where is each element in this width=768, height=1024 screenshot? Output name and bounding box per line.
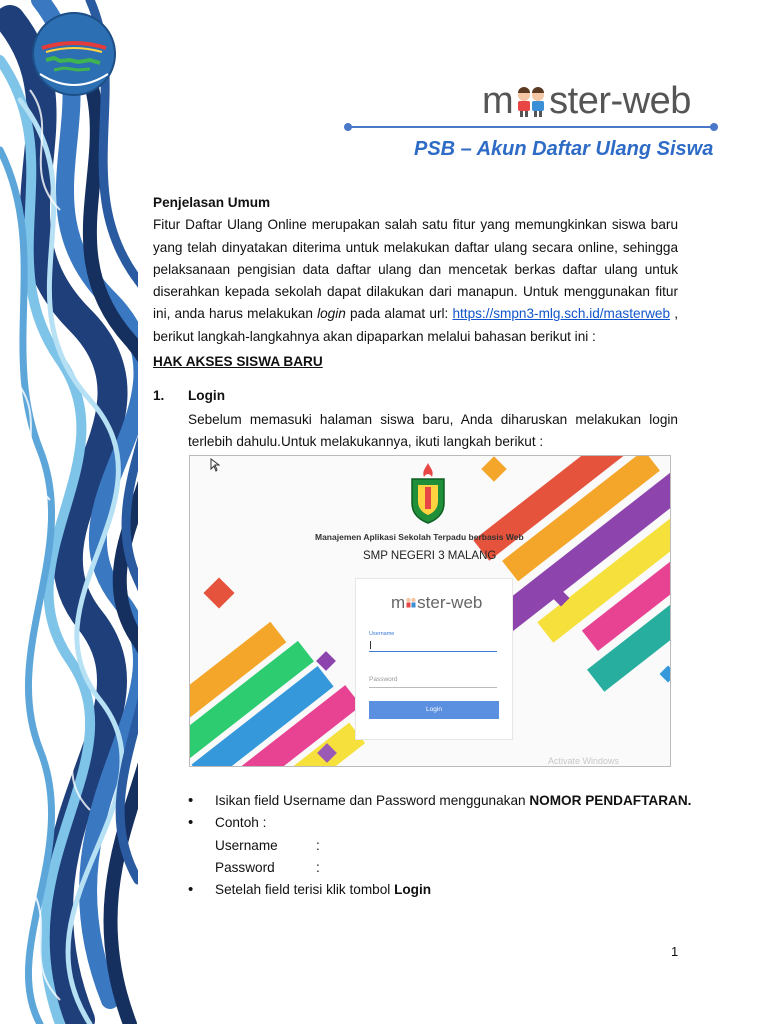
example-password-label: Password: [215, 859, 275, 875]
indonesia-globe-logo: [32, 12, 116, 96]
brand-suffix: ster-web: [549, 80, 691, 122]
intro-text-3: , berikut langkah-langkahnya akan dipaparkan melalui bahasan berikut ini :: [153, 306, 678, 344]
activate-windows-watermark: Activate Windows: [548, 756, 620, 766]
step-title: Login: [188, 388, 225, 403]
section-heading: HAK AKSES SISWA BARU: [153, 354, 323, 369]
password-input[interactable]: Password: [369, 673, 497, 688]
instruction-list: [188, 790, 708, 901]
login-button[interactable]: Login: [369, 701, 499, 719]
document-title: PSB – Akun Daftar Ulang Siswa: [414, 138, 714, 160]
card-brand-prefix: m: [391, 593, 406, 612]
step-number: 1.: [153, 388, 165, 403]
login-word: login: [317, 306, 346, 322]
masterweb-url-link[interactable]: https://smpn3-mlg.sch.id/masterweb: [452, 306, 671, 322]
card-brand-suffix: ster-web: [417, 593, 483, 612]
master-web-brand-logo: [482, 80, 691, 123]
brand-prefix: m: [482, 80, 514, 122]
intro-section: [153, 192, 678, 348]
page-number: 1: [671, 944, 679, 959]
app-title: Manajemen Aplikasi Sekolah Terpadu berbasis Web: [315, 532, 524, 542]
list-item: [188, 790, 708, 812]
list-item: [188, 857, 708, 879]
kids-logo-icon: [513, 84, 549, 114]
bullet-bold: NOMOR PENDAFTARAN.: [529, 793, 692, 808]
bullet-text: Isikan field Username dan Password menggunakan: [215, 793, 530, 808]
example-username-label: Username: [215, 837, 278, 853]
intro-text-1: Fitur Daftar Ulang Online merupakan salah satu fitur yang memungkinkan siswa baru yang telah dinyatakan diterima untuk melakukan daftar ulang secara online, sehingga pelaksanaan pengisian data daftar ulang dan mencetak berkas daftar ulang untuk diserahkan kepada sekolah dapat dilakukan dari manapun. Untuk menggunakan fitur ini, anda harus melakukan: [153, 217, 678, 322]
list-item: [188, 812, 708, 834]
school-crest-icon: [408, 461, 448, 530]
header-divider: [348, 126, 714, 128]
step-description: Sebelum memasuki halaman siswa baru, Anda diharuskan melakukan login terlebih dahulu.Untuk melakukannya, ikuti langkah berikut :: [188, 412, 678, 450]
intro-paragraph: [153, 214, 678, 348]
bullet-text: Contoh :: [215, 815, 267, 831]
school-name: SMP NEGERI 3 MALANG: [363, 550, 497, 562]
intro-text-2: pada alamat url:: [345, 306, 453, 322]
bullet-bold: Login: [394, 882, 432, 898]
username-input[interactable]: [369, 639, 497, 652]
login-card: [355, 578, 513, 740]
kids-logo-icon: [405, 594, 417, 606]
card-brand-logo: [391, 593, 482, 613]
login-page-screenshot: [189, 455, 671, 767]
intro-heading: Penjelasan Umum: [153, 195, 271, 210]
bullet-text: Setelah field terisi klik tombol: [215, 882, 395, 898]
mouse-cursor-icon: [210, 458, 220, 477]
colon: :: [316, 859, 320, 875]
list-item: [188, 835, 708, 857]
decorative-wave-border: [0, 0, 138, 1024]
username-label: Username: [369, 631, 395, 637]
colon: :: [316, 837, 320, 853]
list-item: [188, 879, 708, 901]
